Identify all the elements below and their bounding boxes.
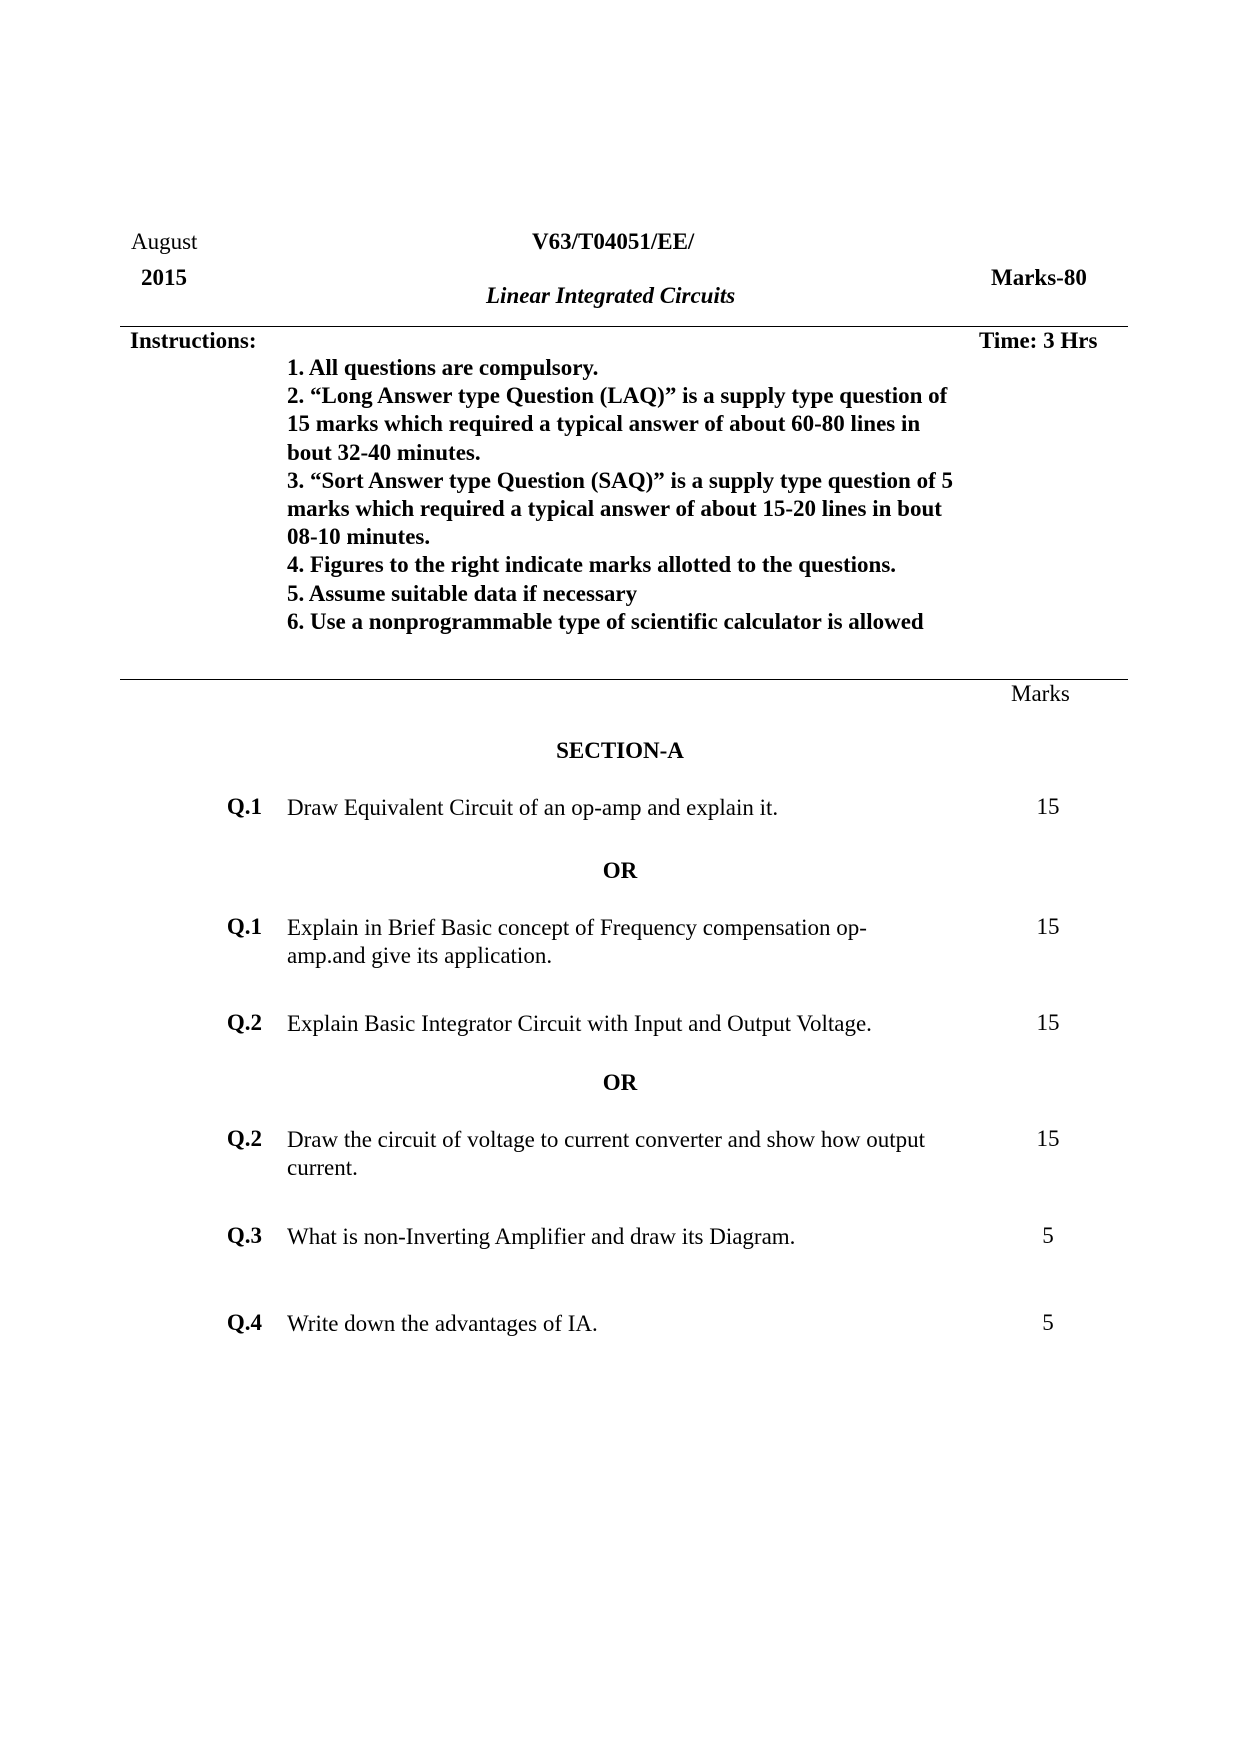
- question-text: Explain Basic Integrator Circuit with Input and Output Voltage.: [287, 1011, 872, 1036]
- or-separator: OR: [602, 1070, 638, 1095]
- header-divider-bottom: [120, 679, 1128, 680]
- question-number: Q.2: [226, 1010, 262, 1035]
- question-text: Write down the advantages of IA.: [287, 1311, 598, 1336]
- question-marks: 15: [1036, 1126, 1060, 1151]
- total-marks: Marks-80: [991, 265, 1087, 290]
- instruction-item: 6. Use a nonprogrammable type of scientific calculator is allowed: [287, 608, 924, 634]
- exam-year: 2015: [141, 265, 187, 290]
- question-text: Draw Equivalent Circuit of an op-amp and explain it.: [287, 795, 779, 820]
- exam-month: August: [131, 229, 198, 254]
- question-number: Q.1: [226, 794, 262, 819]
- question-number: Q.3: [226, 1223, 262, 1248]
- instructions-label: Instructions:: [130, 328, 257, 353]
- question-marks: 15: [1036, 794, 1060, 819]
- header-divider-top: [120, 326, 1128, 327]
- exam-time: Time: 3 Hrs: [979, 328, 1098, 353]
- instruction-item: 1. All questions are compulsory.: [287, 355, 599, 380]
- section-title: SECTION-A: [556, 738, 684, 763]
- question-marks: 15: [1036, 1010, 1060, 1035]
- or-separator: OR: [602, 858, 638, 883]
- question-text: What is non-Inverting Amplifier and draw its Diagram.: [287, 1224, 796, 1249]
- question-number: Q.4: [226, 1310, 262, 1335]
- question-number: Q.2: [226, 1126, 262, 1151]
- question-number: Q.1: [226, 914, 262, 939]
- question-text: Draw the circuit of voltage to current converter and show how output current.: [287, 1127, 926, 1180]
- paper-code: V63/T04051/EE/: [532, 229, 695, 254]
- instruction-item: 2. “Long Answer type Question (LAQ)” is a supply type question of 15 marks which required a typical answer of about 60-80 lines in bout 32-40 minutes.: [287, 383, 948, 465]
- question-text: Explain in Brief Basic concept of Frequency compensation op-amp.and give its application.: [287, 915, 867, 968]
- instructions-list: [287, 354, 967, 636]
- subject-title: Linear Integrated Circuits: [486, 283, 736, 308]
- instruction-item: 4. Figures to the right indicate marks allotted to the questions.: [287, 552, 897, 578]
- question-marks: 5: [1042, 1310, 1054, 1335]
- instruction-item: 3. “Sort Answer type Question (SAQ)” is a supply type question of 5 marks which required a typical answer of about 15-20 lines in bout 08-10 minutes.: [287, 467, 954, 550]
- instruction-item: 5. Assume suitable data if necessary: [287, 580, 638, 606]
- question-marks: 5: [1042, 1223, 1054, 1248]
- question-marks: 15: [1036, 914, 1060, 939]
- marks-column-label: Marks: [1011, 681, 1070, 706]
